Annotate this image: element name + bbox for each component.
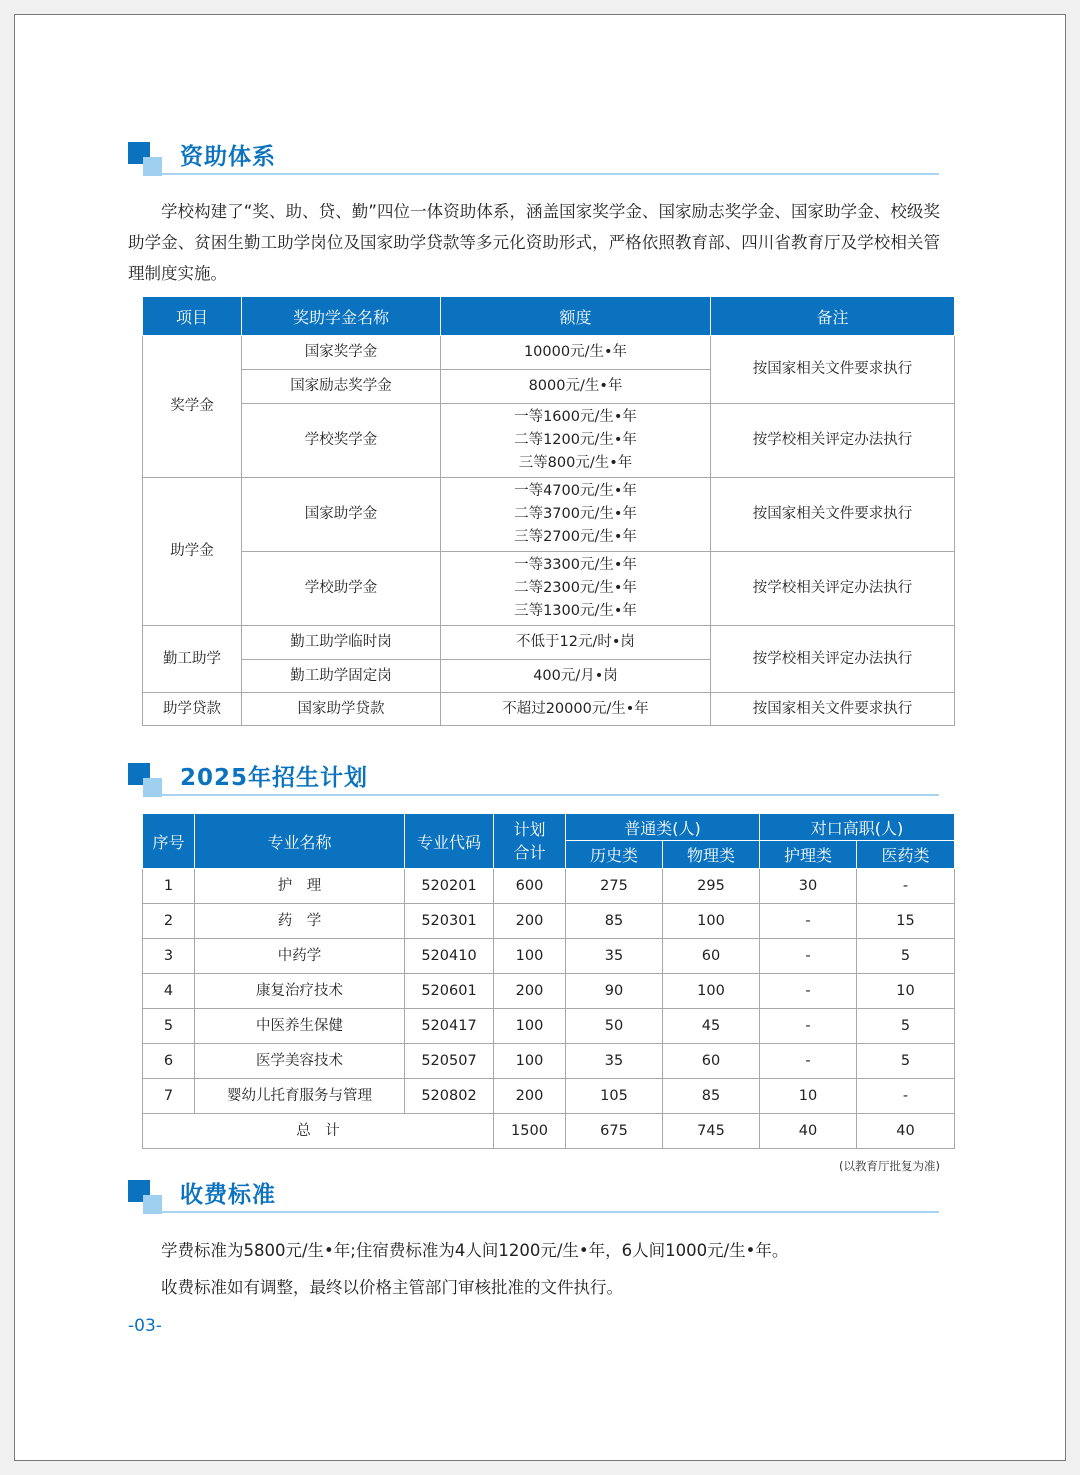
total-label-cell: 总 计 [143,1114,494,1149]
table-cell: 35 [566,1044,663,1079]
table-cell: 3 [143,939,195,974]
header-cell: 专业代码 [405,814,494,869]
section-heading-aid [128,142,939,182]
table-cell: 50 [566,1009,663,1044]
header-cell: 医药类 [857,841,955,869]
table-row [143,869,955,904]
table-cell: 675 [566,1114,663,1149]
table-cell: 中药学 [195,939,405,974]
table-cell: 45 [663,1009,760,1044]
table-cell: 275 [566,869,663,904]
table-cell: 30 [760,869,857,904]
table-cell: 5 [857,939,955,974]
note-cell: 按国家相关文件要求执行 [711,693,955,726]
table-cell: 6 [143,1044,195,1079]
header-cell: 护理类 [760,841,857,869]
table-cell: 40 [857,1114,955,1149]
aid-name-cell: 勤工助学临时岗 [242,626,441,660]
section-square-icon [128,142,162,176]
approval-note: (以教育厅批复为准) [839,1159,940,1173]
amount-cell: 10000元/生•年 [441,336,711,370]
aid-name-cell: 勤工助学固定岗 [242,660,441,693]
table-row [143,939,955,974]
table-cell: 105 [566,1079,663,1114]
table-cell: 295 [663,869,760,904]
note-cell: 按国家相关文件要求执行 [711,336,955,404]
table-cell: - [857,1079,955,1114]
category-cell: 助学贷款 [143,693,242,726]
table-cell: 5 [857,1009,955,1044]
total-row [143,1114,955,1149]
table-cell: 2 [143,904,195,939]
aid-name-cell: 国家助学贷款 [242,693,441,726]
table-cell: 医学美容技术 [195,1044,405,1079]
amount-cell: 一等1600元/生•年 二等1200元/生•年 三等800元/生•年 [441,404,711,478]
plan-table-body [143,869,955,1114]
header-cell: 历史类 [566,841,663,869]
header-cell: 备注 [711,297,955,336]
aid-intro-paragraph: 学校构建了“奖、助、贷、勤”四位一体资助体系，涵盖国家奖学金、国家励志奖学金、国家助学金、校级奖助学金、贫困生勤工助学岗位及国家助学贷款等多元化资助形式，严格依照教育部、四川省教育厅及学校相关管理制度实施。 [128,202,940,283]
table-cell: 10 [760,1079,857,1114]
table-cell: 5 [857,1044,955,1079]
table-cell: 520507 [405,1044,494,1079]
fee-text: 学费标准为5800元/生•年;住宿费标准为4人间1200元/生•年，6人间1000元/生•年。 收费标准如有调整，最终以价格主管部门审核批准的文件执行。 [161,1241,789,1297]
table-cell: 200 [494,974,566,1009]
table-cell: 护 理 [195,869,405,904]
table-cell: 15 [857,904,955,939]
table-cell: 60 [663,1044,760,1079]
amount-cell: 一等4700元/生•年 二等3700元/生•年 三等2700元/生•年 [441,478,711,552]
table-cell: 1500 [494,1114,566,1149]
table-cell: - [760,1044,857,1079]
table-cell: 100 [494,1044,566,1079]
header-cell: 额度 [441,297,711,336]
table-cell: 200 [494,1079,566,1114]
section-heading-fees [128,1180,939,1220]
category-cell: 奖学金 [143,336,242,478]
table-cell: 4 [143,974,195,1009]
header-cell: 计划 合计 [494,814,566,869]
section-title: 资助体系 [180,144,276,170]
table-cell: 婴幼儿托育服务与管理 [195,1079,405,1114]
table-cell: - [857,869,955,904]
header-cell: 专业名称 [195,814,405,869]
amount-cell: 8000元/生•年 [441,370,711,404]
aid-name-cell: 学校助学金 [242,552,441,626]
category-cell: 勤工助学 [143,626,242,693]
header-cell: 项目 [143,297,242,336]
table-cell: 药 学 [195,904,405,939]
table-cell: 100 [494,939,566,974]
note-cell: 按学校相关评定办法执行 [711,626,955,693]
page-number: -03- [128,1316,162,1336]
header-cell: 奖助学金名称 [242,297,441,336]
header-cell: 对口高职(人) [760,814,955,841]
table-row [143,1079,955,1114]
table-cell: 100 [663,904,760,939]
section-divider [162,173,939,175]
note-cell: 按国家相关文件要求执行 [711,478,955,552]
table-cell: 520410 [405,939,494,974]
table-cell: 520417 [405,1009,494,1044]
note-cell: 按学校相关评定办法执行 [711,404,955,478]
table-cell: 40 [760,1114,857,1149]
amount-cell: 不低于12元/时•岗 [441,626,711,660]
category-cell: 助学金 [143,478,242,626]
table-cell: - [760,1009,857,1044]
section-heading-plan [128,763,939,803]
table-row [143,904,955,939]
aid-name-cell: 学校奖学金 [242,404,441,478]
table-cell: 10 [857,974,955,1009]
header-cell: 普通类(人) [566,814,760,841]
aid-name-cell: 国家助学金 [242,478,441,552]
header-cell: 序号 [143,814,195,869]
table-cell: 100 [663,974,760,1009]
table-row [143,1044,955,1079]
table-cell: 600 [494,869,566,904]
amount-cell: 400元/月•岗 [441,660,711,693]
section-square-icon [128,763,162,797]
table-cell: - [760,974,857,1009]
section-divider [162,1211,939,1213]
table-cell: 745 [663,1114,760,1149]
aid-table [142,296,955,726]
table-cell: 100 [494,1009,566,1044]
section-title: 收费标准 [180,1182,276,1208]
aid-name-cell: 国家奖学金 [242,336,441,370]
section-square-icon [128,1180,162,1214]
amount-cell: 不超过20000元/生•年 [441,693,711,726]
table-cell: - [760,904,857,939]
table-cell: 60 [663,939,760,974]
table-cell: 85 [663,1079,760,1114]
table-row [143,1009,955,1044]
table-cell: 35 [566,939,663,974]
table-cell: 520201 [405,869,494,904]
table-cell: 中医养生保健 [195,1009,405,1044]
table-cell: 7 [143,1079,195,1114]
note-cell: 按学校相关评定办法执行 [711,552,955,626]
amount-cell: 一等3300元/生•年 二等2300元/生•年 三等1300元/生•年 [441,552,711,626]
table-cell: 90 [566,974,663,1009]
header-cell: 物理类 [663,841,760,869]
table-cell: - [760,939,857,974]
table-cell: 520601 [405,974,494,1009]
table-cell: 5 [143,1009,195,1044]
table-cell: 1 [143,869,195,904]
table-cell: 康复治疗技术 [195,974,405,1009]
table-cell: 200 [494,904,566,939]
section-title: 2025年招生计划 [180,765,369,791]
enrollment-plan-table [142,813,955,1149]
table-cell: 85 [566,904,663,939]
table-cell: 520802 [405,1079,494,1114]
table-row [143,974,955,1009]
aid-name-cell: 国家励志奖学金 [242,370,441,404]
section-divider [162,794,939,796]
table-cell: 520301 [405,904,494,939]
